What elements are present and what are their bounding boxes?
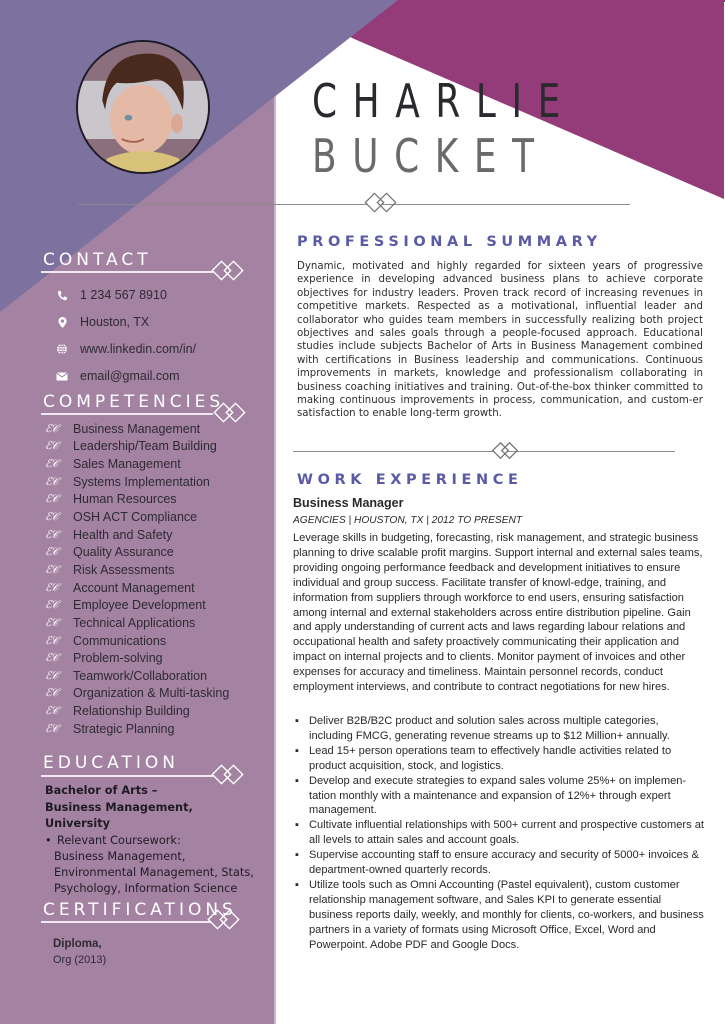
list-item: ▪ Utilize tools such as Omni Accounting (Pastel equivalent), custom customer relationship management software, and Sales KPI to generate essential business reports daily, weekly, and monthly for clients, co-workers, and business partners in a variety of formats using Microsoft Office, Excel, Word and Powerpoint. Adobe PDF and Google Docs. <box>295 878 704 951</box>
experience-heading: WORK EXPERIENCE <box>297 472 523 488</box>
contact-phone <box>56 288 167 302</box>
summary-text: Dynamic, motivated and highly regarded for sixteen years of progressive experience in developing advanced business plans to achieve corporate objectives for industry leaders. Proven track record of increasing revenues in competitive markets. Respected as a motivational, influential leader and collaborator who guides team members in successfully realizing both project objectives and sales goals through a people-focused approach. Educational studies include subjects Bachelor of Arts in Business Management combined with certifications in Business leadership and communications. Continuous improvements in markets, knowledge and professionalism collaborating in business coaching initiatives and training. Out-of-the-box thinker committed to making continuous improvements in process, communication, and custom-er satisfaction to enable long-term growth. <box>297 261 703 420</box>
globe-icon <box>56 343 68 355</box>
flourish-bullet-icon: ℰ𝒞 <box>45 615 58 629</box>
degree-line: Bachelor of Arts – <box>45 784 158 797</box>
education-block <box>45 783 270 897</box>
job-description: Leverage skills in budgeting, forecasting, risk management, and strategic business planning to drive scalable profit margins. Support internal and external sales teams, providing ongoing performance feedback and development initiatives to ensure individual and group success. Facilitate transfer of knowl-edge, training, and information from suppliers through workforce to end users, ensuring satisfaction among internal and external stakeholders across entire distribution pipeline. Gain and apply understanding of current acts and laws regarding labour relations and occupational health and safety proactively communicating their application and impact on internal projects and to clients. Monitor payment of invoices and other expenses for accuracy and timeliness. Maintain personnel records, conduct employment interviews, and contribute to contract negotiations for new hires. <box>293 532 703 694</box>
coursework-detail: Business Management, Environmental Management, Stats, Psychology, Information Science <box>54 849 254 895</box>
list-item: ℰ𝒞 Technical Applications <box>45 615 196 630</box>
contact-rule <box>41 271 213 273</box>
square-bullet-icon: ▪ <box>295 744 299 757</box>
education-rule <box>41 775 213 777</box>
certification-org: Org (2013) <box>53 954 107 966</box>
list-item: ℰ𝒞 Quality Assurance <box>45 545 174 560</box>
linkedin-link[interactable]: www.linkedin.com/in/ <box>80 342 197 356</box>
list-item: ℰ𝒞 Strategic Planning <box>45 721 175 736</box>
education-heading: EDUCATION <box>43 753 179 773</box>
flourish-bullet-icon: ℰ𝒞 <box>45 668 58 682</box>
flourish-bullet-icon: ℰ𝒞 <box>45 633 58 647</box>
coursework-label: Relevant Coursework: <box>57 833 181 847</box>
phone-text: 1 234 567 8910 <box>80 288 167 302</box>
diamond-ornament-icon <box>208 257 254 287</box>
flourish-bullet-icon: ℰ𝒞 <box>45 492 58 506</box>
list-item: ▪ Develop and execute strategies to expand sales volume 25%+ on implemen-tation monthly with a maintenance and expansion of 12%+ through expert management. <box>295 774 687 817</box>
section-divider <box>293 451 675 452</box>
list-item: ℰ𝒞 Organization & Multi-tasking <box>45 686 230 701</box>
list-item: ℰ𝒞 Risk Assessments <box>45 562 175 577</box>
competencies-heading: COMPETENCIES <box>43 392 225 412</box>
list-item: ℰ𝒞 Health and Safety <box>45 527 173 542</box>
list-item: ℰ𝒞 Account Management <box>45 580 195 595</box>
flourish-bullet-icon: ℰ𝒞 <box>45 457 58 471</box>
job-title: Business Manager <box>293 496 404 510</box>
list-item: ▪ Cultivate influential relationships with 500+ current and prospective customers at all levels to attain sales and account goals. <box>295 819 704 847</box>
square-bullet-icon: ▪ <box>295 774 299 787</box>
contact-heading: CONTACT <box>43 250 152 270</box>
degree-line: Business Management, <box>45 800 193 814</box>
competencies-list <box>45 420 229 738</box>
list-item: ℰ𝒞 Employee Development <box>45 598 206 613</box>
list-item: ℰ𝒞 OSH ACT Compliance <box>45 510 198 525</box>
contact-email[interactable] <box>56 369 180 383</box>
list-item: ℰ𝒞 Relationship Building <box>45 704 190 719</box>
flourish-bullet-icon: ℰ𝒞 <box>45 598 58 612</box>
flourish-bullet-icon: ℰ𝒞 <box>45 439 58 453</box>
flourish-bullet-icon: ℰ𝒞 <box>45 510 58 524</box>
flourish-bullet-icon: ℰ𝒞 <box>45 721 58 735</box>
contact-linkedin[interactable] <box>56 342 196 356</box>
job-meta: AGENCIES | HOUSTON, TX | 2012 TO PRESENT <box>293 515 523 526</box>
summary-heading: PROFESSIONAL SUMMARY <box>297 234 602 250</box>
list-item: ℰ𝒞 Leadership/Team Building <box>45 439 217 454</box>
list-item: ℰ𝒞 Communications <box>45 633 167 648</box>
flourish-bullet-icon: ℰ𝒞 <box>45 527 58 541</box>
diamond-ornament-icon <box>362 191 406 219</box>
contact-location <box>56 315 149 329</box>
email-link[interactable]: email@gmail.com <box>80 369 180 383</box>
list-item: ℰ𝒞 Teamwork/Collaboration <box>45 668 208 683</box>
flourish-bullet-icon: ℰ𝒞 <box>45 421 58 435</box>
certification-name: Diploma, <box>53 938 102 950</box>
square-bullet-icon: ▪ <box>295 819 299 832</box>
first-name: CHARLIE <box>312 74 576 128</box>
header-divider <box>78 204 630 205</box>
envelope-icon <box>56 370 68 382</box>
list-item: ℰ𝒞 Human Resources <box>45 492 177 507</box>
competencies-rule <box>41 413 213 415</box>
list-item: ℰ𝒞 Sales Management <box>45 457 181 472</box>
square-bullet-icon: ▪ <box>295 878 299 891</box>
list-item: ▪ Lead 15+ person operations team to effectively handle activities related to product acquisition, stock, and logistics. <box>295 744 672 772</box>
list-item: ℰ𝒞 Business Management <box>45 421 201 436</box>
flourish-bullet-icon: ℰ𝒞 <box>45 704 58 718</box>
coursework <box>45 833 270 897</box>
certifications-rule <box>41 921 211 923</box>
list-item: ▪ Supervise accounting staff to ensure accuracy and security of 5000+ invoices & department-owned quarterly records. <box>295 849 699 877</box>
diamond-ornament-icon <box>204 906 250 936</box>
degree-line: University <box>45 817 111 830</box>
flourish-bullet-icon: ℰ𝒞 <box>45 651 58 665</box>
list-item: ▪ Deliver B2B/B2C product and solution sales across multiple categories, including FMCG, generating revenue streams up to $12 Million+ annually. <box>295 715 670 742</box>
diamond-ornament-icon <box>490 438 524 466</box>
location-pin-icon <box>56 316 68 328</box>
list-item: ℰ𝒞 Problem-solving <box>45 651 163 666</box>
avatar <box>76 40 210 174</box>
phone-icon <box>56 289 68 301</box>
square-bullet-icon: ▪ <box>295 849 299 862</box>
bullet-icon: • <box>45 833 52 847</box>
flourish-bullet-icon: ℰ𝒞 <box>45 686 58 700</box>
list-item: ℰ𝒞 Systems Implementation <box>45 474 210 489</box>
profile-photo-illustration <box>78 42 208 172</box>
achievements-list <box>293 714 705 953</box>
flourish-bullet-icon: ℰ𝒞 <box>45 474 58 488</box>
location-text: Houston, TX <box>80 315 150 329</box>
certification-entry <box>53 936 106 968</box>
flourish-bullet-icon: ℰ𝒞 <box>45 545 58 559</box>
flourish-bullet-icon: ℰ𝒞 <box>45 562 58 576</box>
flourish-bullet-icon: ℰ𝒞 <box>45 580 58 594</box>
last-name: BUCKET <box>312 129 550 183</box>
certifications-heading: CERTIFICATIONS <box>43 900 237 920</box>
square-bullet-icon: ▪ <box>295 715 299 727</box>
